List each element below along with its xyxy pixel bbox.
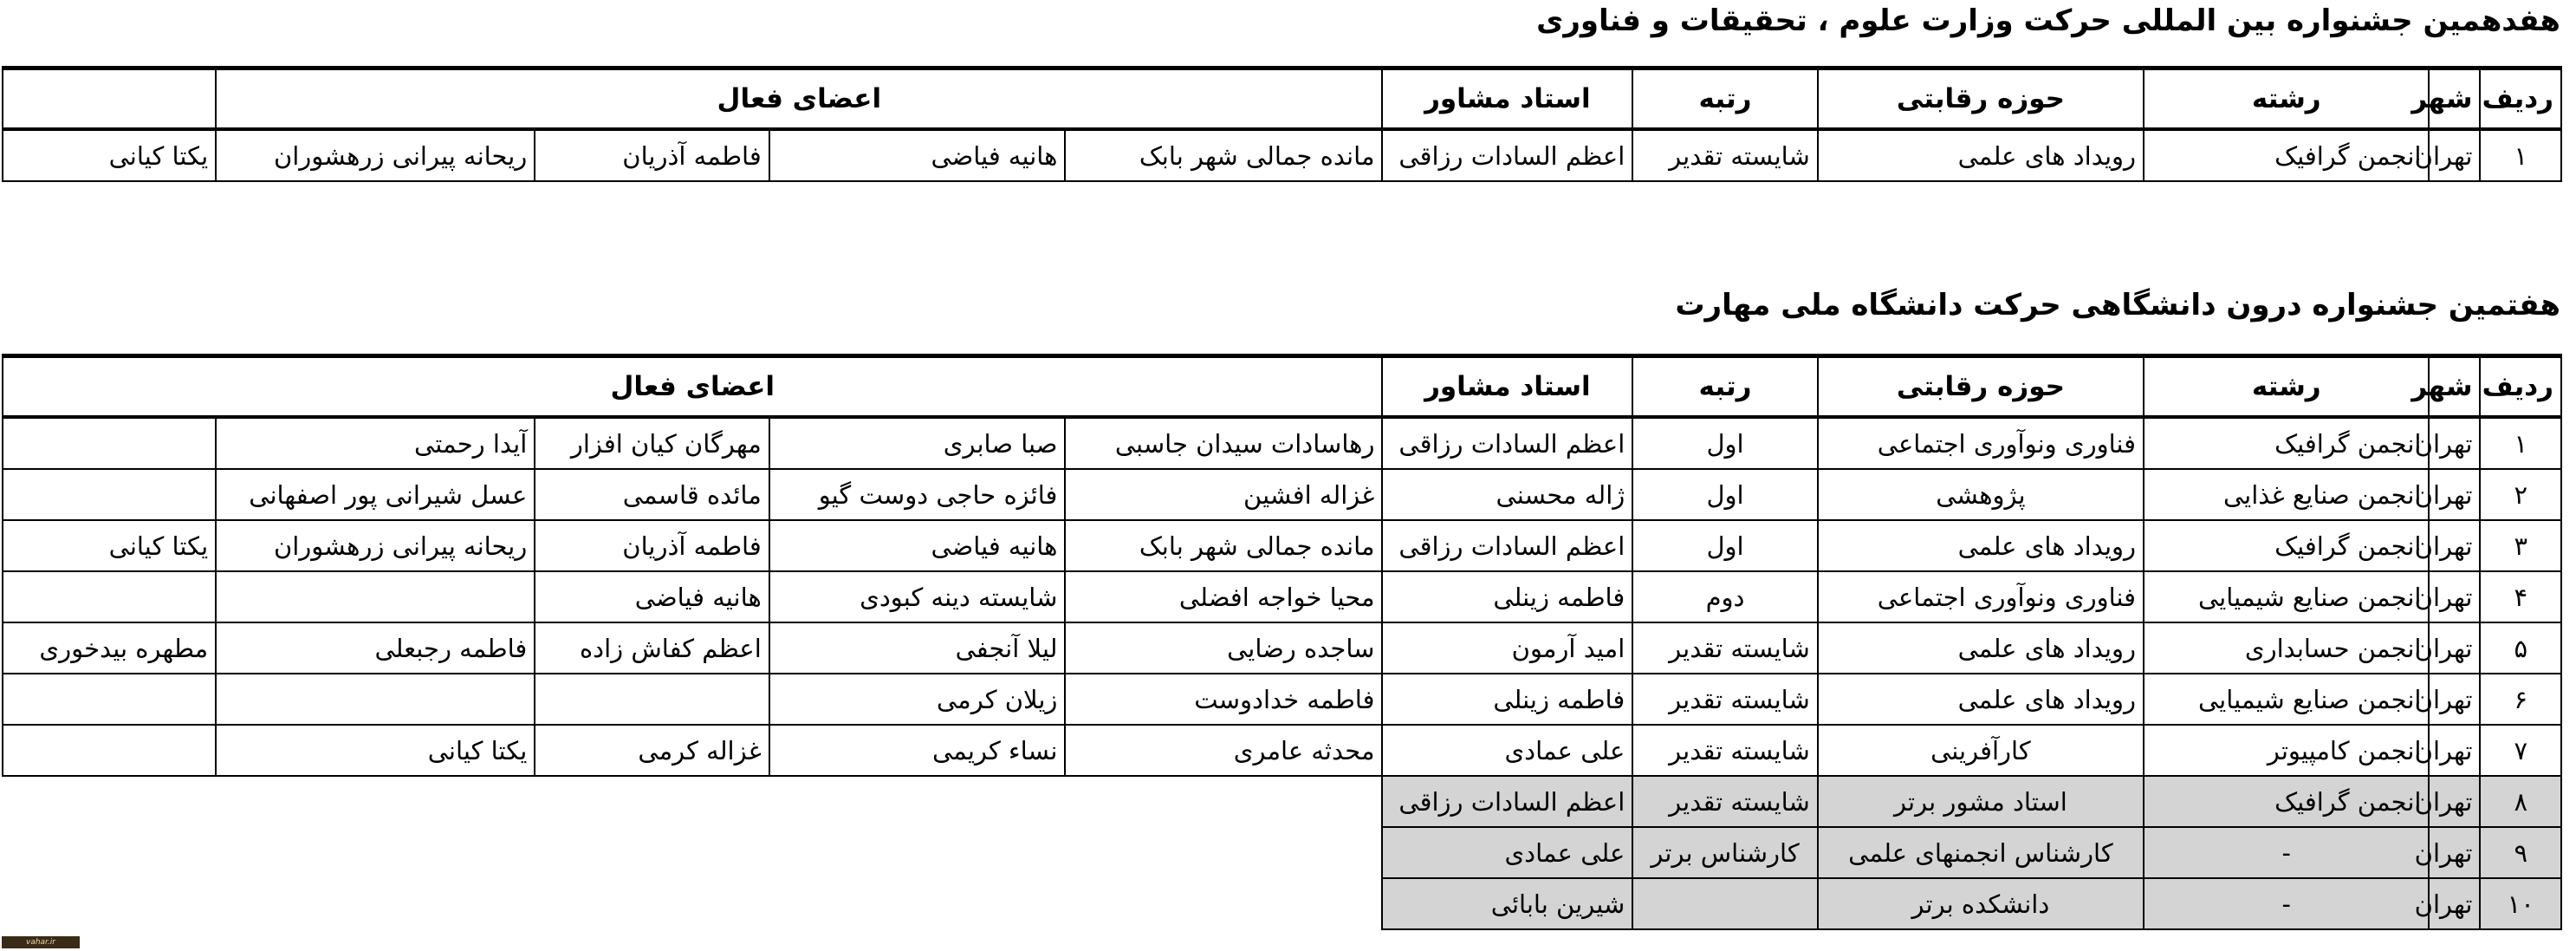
- cell-radif: ۱: [2480, 417, 2561, 469]
- cell-member: [3, 674, 216, 725]
- cell-member: یکتا کیانی: [3, 520, 216, 571]
- cell-member: یکتا کیانی: [3, 129, 216, 181]
- cell-member: فاطمه آذریان: [535, 520, 769, 571]
- cell-member: [3, 725, 216, 776]
- cell-shahr: تهران: [2429, 827, 2480, 878]
- header-aza: اعضای فعال: [3, 356, 1382, 418]
- cell-member: اعظم کفاش زاده: [535, 622, 769, 674]
- cell-member: مهرگان کیان افزار: [535, 417, 769, 469]
- table-row: [3, 417, 2561, 469]
- table-row: [3, 674, 2561, 725]
- cell-hoze: رویداد های علمی: [1818, 622, 2144, 674]
- cell-member: عسل شیرانی پور اصفهانی: [216, 469, 535, 520]
- header-reshte: رشته: [2144, 356, 2429, 418]
- cell-radif: ۹: [2480, 827, 2561, 878]
- cell-radif: ۳: [2480, 520, 2561, 571]
- header-hoze: حوزه رقابتی: [1818, 356, 2144, 418]
- cell-ostad: فاطمه زینلی: [1382, 571, 1632, 622]
- cell-shahr: تهران: [2429, 571, 2480, 622]
- cell-rotbe: دوم: [1632, 571, 1818, 622]
- table-row: [3, 469, 2561, 520]
- cell-member: غزاله افشین: [1065, 469, 1382, 520]
- cell-member: ساجده رضایی: [1065, 622, 1382, 674]
- cell-ostad: علی عمادی: [1382, 725, 1632, 776]
- cell-member: ریحانه پیرانی زرهشوران: [216, 129, 535, 181]
- cell-radif: ۴: [2480, 571, 2561, 622]
- cell-ostad: شیرین بابائی: [1382, 878, 1632, 929]
- cell-reshte: انجمن گرافیک: [2144, 520, 2429, 571]
- cell-hoze: فناوری ونوآوری اجتماعی: [1818, 417, 2144, 469]
- table-row: [3, 571, 2561, 622]
- cell-shahr: تهران: [2429, 776, 2480, 827]
- cell-member: هانیه فیاضی: [535, 571, 769, 622]
- header-empty: [3, 68, 216, 130]
- cell-radif: ۵: [2480, 622, 2561, 674]
- cell-hoze: رویداد های علمی: [1818, 674, 2144, 725]
- cell-radif: ۱۰: [2480, 878, 2561, 929]
- header-shahr: شهر: [2429, 68, 2480, 130]
- cell-reshte: انجمن گرافیک: [2144, 776, 2429, 827]
- cell-member: [535, 674, 769, 725]
- cell-member: شایسته دینه کبودی: [769, 571, 1066, 622]
- title-jashnvare-bein-olmelali: هفدهمین جشنواره بین المللی حرکت وزارت علوم ، تحقیقات و فناوری: [1536, 3, 2560, 38]
- cell-rotbe: شایسته تقدیر: [1632, 129, 1818, 181]
- cell-hoze: فناوری ونوآوری اجتماعی: [1818, 571, 2144, 622]
- table-jashnvare-daneshgahi: [2, 354, 2562, 930]
- cell-rotbe: کارشناس برتر: [1632, 827, 1818, 878]
- cell-ostad: امید آرمون: [1382, 622, 1632, 674]
- cell-empty: [3, 827, 1382, 878]
- cell-member: زیلان کرمی: [769, 674, 1066, 725]
- cell-reshte: انجمن گرافیک: [2144, 417, 2429, 469]
- cell-member: فاطمه خدادوست: [1065, 674, 1382, 725]
- cell-member: ریحانه پیرانی زرهشوران: [216, 520, 535, 571]
- header-rotbe: رتبه: [1632, 68, 1818, 130]
- cell-member: مانده جمالی شهر بابک: [1065, 129, 1382, 181]
- table-header-row: [3, 356, 2561, 418]
- cell-reshte: -: [2144, 827, 2429, 878]
- cell-rotbe: شایسته تقدیر: [1632, 776, 1818, 827]
- header-reshte: رشته: [2144, 68, 2429, 130]
- cell-hoze: دانشکده برتر: [1818, 878, 2144, 929]
- cell-shahr: تهران: [2429, 129, 2480, 181]
- cell-reshte: انجمن گرافیک: [2144, 129, 2429, 181]
- cell-empty: [3, 878, 1382, 929]
- cell-reshte: انجمن کامپیوتر: [2144, 725, 2429, 776]
- cell-rotbe: اول: [1632, 520, 1818, 571]
- cell-shahr: تهران: [2429, 725, 2480, 776]
- cell-member: صبا صابری: [769, 417, 1066, 469]
- watermark-logo: vahar.ir: [2, 936, 80, 948]
- cell-reshte: انجمن صنایع غذایی: [2144, 469, 2429, 520]
- table-row: [3, 129, 2561, 181]
- cell-shahr: تهران: [2429, 674, 2480, 725]
- cell-hoze: کارآفرینی: [1818, 725, 2144, 776]
- cell-member: فاطمه رجبعلی: [216, 622, 535, 674]
- cell-radif: ۲: [2480, 469, 2561, 520]
- table-row: [3, 520, 2561, 571]
- cell-member: فائزه حاجی دوست گیو: [769, 469, 1066, 520]
- cell-reshte: انجمن حسابداری: [2144, 622, 2429, 674]
- table-row-highlighted: [3, 827, 2561, 878]
- cell-shahr: تهران: [2429, 878, 2480, 929]
- cell-shahr: تهران: [2429, 417, 2480, 469]
- header-ostad: استاد مشاور: [1382, 68, 1632, 130]
- cell-hoze: رویداد های علمی: [1818, 129, 2144, 181]
- cell-ostad: اعظم السادات رزاقی: [1382, 776, 1632, 827]
- cell-member: [216, 674, 535, 725]
- table-jashnvare-bein-olmelali: [2, 66, 2562, 182]
- cell-member: [3, 571, 216, 622]
- cell-member: لیلا آنجفی: [769, 622, 1066, 674]
- cell-rotbe: اول: [1632, 417, 1818, 469]
- header-hoze: حوزه رقابتی: [1818, 68, 2144, 130]
- cell-hoze: کارشناس انجمنهای علمی: [1818, 827, 2144, 878]
- cell-reshte: انجمن صنایع شیمیایی: [2144, 674, 2429, 725]
- table-row-highlighted: [3, 776, 2561, 827]
- cell-member: یکتا کیانی: [216, 725, 535, 776]
- header-aza: اعضای فعال: [216, 68, 1382, 130]
- cell-reshte: انجمن صنایع شیمیایی: [2144, 571, 2429, 622]
- header-radif: ردیف: [2480, 356, 2561, 418]
- cell-shahr: تهران: [2429, 622, 2480, 674]
- cell-member: مانده جمالی شهر بابک: [1065, 520, 1382, 571]
- table-row: [3, 725, 2561, 776]
- cell-member: مطهره بیدخوری: [3, 622, 216, 674]
- cell-member: رهاسادات سیدان جاسبی: [1065, 417, 1382, 469]
- cell-member: [216, 571, 535, 622]
- cell-rotbe: شایسته تقدیر: [1632, 725, 1818, 776]
- cell-member: [3, 469, 216, 520]
- cell-member: هانیه فیاضی: [769, 129, 1066, 181]
- cell-radif: ۱: [2480, 129, 2561, 181]
- cell-ostad: ژاله محسنی: [1382, 469, 1632, 520]
- cell-member: محدثه عامری: [1065, 725, 1382, 776]
- title-jashnvare-daneshgahi: هفتمین جشنواره درون دانشگاهی حرکت دانشگاه ملی مهارت: [1675, 288, 2560, 322]
- cell-rotbe: [1632, 878, 1818, 929]
- cell-reshte: -: [2144, 878, 2429, 929]
- header-ostad: استاد مشاور: [1382, 356, 1632, 418]
- cell-member: هانیه فیاضی: [769, 520, 1066, 571]
- cell-ostad: اعظم السادات رزاقی: [1382, 129, 1632, 181]
- header-radif: ردیف: [2480, 68, 2561, 130]
- cell-ostad: اعظم السادات رزاقی: [1382, 417, 1632, 469]
- cell-member: مائده قاسمی: [535, 469, 769, 520]
- cell-member: نساء کریمی: [769, 725, 1066, 776]
- cell-member: غزاله کرمی: [535, 725, 769, 776]
- header-shahr: شهر: [2429, 356, 2480, 418]
- header-rotbe: رتبه: [1632, 356, 1818, 418]
- cell-ostad: اعظم السادات رزاقی: [1382, 520, 1632, 571]
- cell-hoze: استاد مشور برتر: [1818, 776, 2144, 827]
- cell-empty: [3, 776, 1382, 827]
- cell-rotbe: شایسته تقدیر: [1632, 674, 1818, 725]
- cell-member: محیا خواجه افضلی: [1065, 571, 1382, 622]
- cell-shahr: تهران: [2429, 520, 2480, 571]
- table-row-highlighted: [3, 878, 2561, 929]
- table-header-row: [3, 68, 2561, 130]
- table-row: [3, 622, 2561, 674]
- cell-radif: ۶: [2480, 674, 2561, 725]
- cell-member: آیدا رحمتی: [216, 417, 535, 469]
- cell-member: فاطمه آذریان: [535, 129, 769, 181]
- cell-ostad: علی عمادی: [1382, 827, 1632, 878]
- cell-hoze: رویداد های علمی: [1818, 520, 2144, 571]
- cell-shahr: تهران: [2429, 469, 2480, 520]
- cell-hoze: پژوهشی: [1818, 469, 2144, 520]
- cell-radif: ۷: [2480, 725, 2561, 776]
- cell-rotbe: اول: [1632, 469, 1818, 520]
- cell-rotbe: شایسته تقدیر: [1632, 622, 1818, 674]
- cell-radif: ۸: [2480, 776, 2561, 827]
- cell-member: [3, 417, 216, 469]
- cell-ostad: فاطمه زینلی: [1382, 674, 1632, 725]
